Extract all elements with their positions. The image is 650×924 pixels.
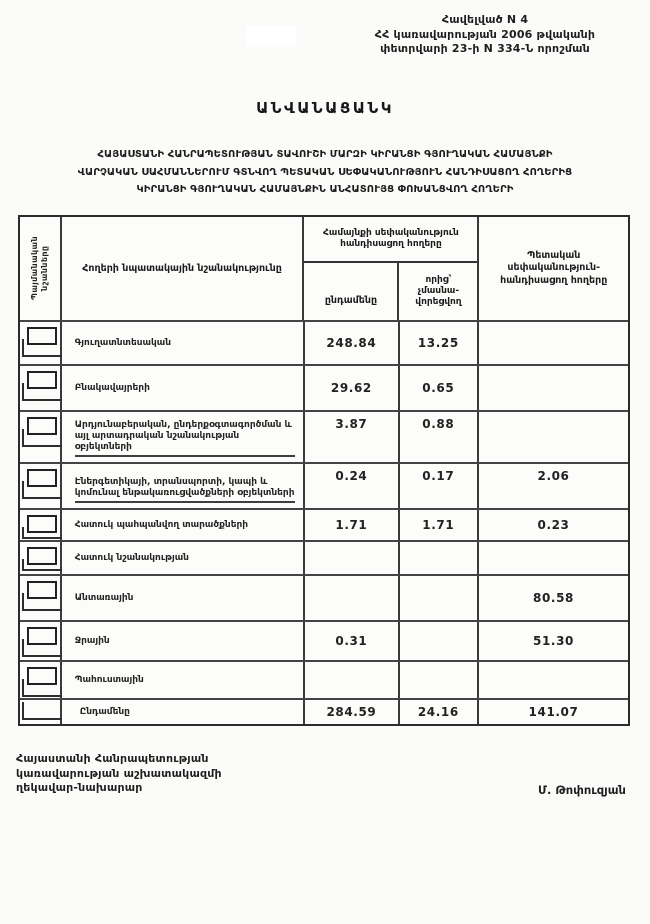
appendix-line: Հավելված N 4 [441, 13, 529, 26]
state-value [479, 366, 628, 410]
community-total-value: 0.24 [305, 464, 399, 508]
of-which-value: 0.65 [400, 366, 479, 410]
signatory-line: Հայաստանի Հանրապետության [16, 752, 209, 765]
legend-cell [20, 622, 62, 660]
signatory-line: կառավարության աշխատակազմի [16, 766, 222, 780]
signatory-line: ղեկավար-նախարար [16, 781, 143, 794]
header-community-group-title: Համայնքի սեփականություն հանդիսացող հողերը [304, 217, 477, 263]
community-total-value [305, 662, 399, 698]
header-community-total: ընդամենը [304, 263, 399, 320]
land-category-label: Ջրային [62, 622, 305, 660]
header-state-lands-label: Պետական սեփականություն հանդիսացող հողերը [500, 249, 608, 286]
signatory-title-block [16, 752, 222, 796]
community-total-value: 3.87 [305, 412, 399, 462]
legend-bracket-icon [22, 639, 62, 657]
legend-cell [20, 576, 62, 620]
community-total-value: 248.84 [305, 322, 399, 364]
of-which-value [400, 542, 479, 574]
land-transfer-table [18, 215, 630, 726]
of-which-value: 0.88 [400, 412, 479, 462]
legend-cell [20, 662, 62, 698]
community-total-value: 29.62 [305, 366, 399, 410]
land-category-label: Գյուղատնտեսական [62, 322, 305, 364]
legend-cell [20, 510, 62, 540]
legend-bracket-icon [22, 429, 62, 447]
header-state-lands [479, 217, 628, 320]
land-category-label: Հատուկ նշանակության [62, 542, 305, 574]
state-value [479, 542, 628, 574]
header-designation: Հողերի նպատակային նշանակությունը [62, 217, 305, 320]
table-row-industrial [20, 410, 628, 462]
document-subtitle [8, 146, 642, 199]
land-category-text: Էներգետիկայի, տրանսպորտի, կապի և կոմունալ ենթակառուցվածքների օբյեկտների [75, 477, 295, 503]
appendix-reference [330, 13, 640, 57]
legend-bracket-icon [22, 339, 62, 357]
of-which-value [400, 622, 479, 660]
table-row-special-purpose [20, 540, 628, 574]
table-row-protected-areas [20, 508, 628, 540]
state-value [479, 662, 628, 698]
of-which-value: 13.25 [400, 322, 479, 364]
community-total-value: 1.71 [305, 510, 399, 540]
state-sum: 141.07 [528, 705, 579, 719]
table-row-total [20, 698, 628, 724]
land-category-label: Պահուստային [62, 662, 305, 698]
community-total-value: 0.31 [305, 622, 399, 660]
table-row-settlements [20, 364, 628, 410]
header-conventional-signs [20, 217, 62, 320]
land-category-label [62, 412, 305, 462]
subtitle-line: ԿԻՐԱՆՑԻ ԳՅՈՒՂԱԿԱՆ ՀԱՄԱՅՆՔԻՆ ԱՆՀԱՏՈՒՅՑ ՓՈԽԱՆՑՎՈՂ ՀՈՂԵՐԻ [136, 184, 514, 195]
subtitle-line: ՀԱՅԱՍՏԱՆԻ ՀԱՆՐԱՊԵՏՈՒԹՅԱՆ ՏԱՎՈՒՇԻ ՄԱՐԶԻ ԿԻՐԱՆՑԻ ԳՅՈՒՂԱԿԱՆ ՀԱՄԱՅՆՔԻ [97, 149, 553, 160]
legend-cell [20, 700, 62, 724]
of-which-value: 0.17 [400, 464, 479, 508]
legend-cell [20, 322, 62, 364]
legend-bracket-icon [22, 481, 62, 499]
state-value: 0.23 [537, 518, 570, 532]
header-community-group [304, 217, 479, 320]
of-which-value: 1.71 [400, 510, 479, 540]
legend-cell [20, 412, 62, 462]
appendix-line: ՀՀ կառավարության 2006 թվականի [374, 27, 596, 41]
legend-bracket-icon [22, 593, 62, 611]
legend-cell [20, 542, 62, 574]
table-row-forest [20, 574, 628, 620]
legend-bracket-icon [22, 679, 62, 697]
appendix-line: փետրվարի 23-ի N 334-Ն որոշման [380, 42, 590, 55]
state-value: 2.06 [537, 469, 570, 483]
legend-cell [20, 366, 62, 410]
community-total-sum: 284.59 [305, 700, 399, 724]
table-row-reserve [20, 660, 628, 698]
land-category-label [62, 464, 305, 508]
table-row-energy-transport [20, 462, 628, 508]
land-category-label: Հատուկ պահպանվող տարածքների [62, 510, 305, 540]
land-category-label: Անտառային [62, 576, 305, 620]
header-of-which [399, 263, 477, 320]
state-value [479, 412, 628, 462]
legend-bracket-icon [22, 383, 62, 401]
of-which-sum: 24.16 [400, 700, 479, 724]
state-value: 80.58 [533, 591, 574, 605]
community-total-value [305, 542, 399, 574]
table-row-water [20, 620, 628, 660]
subtitle-line: ՎԱՐՉԱԿԱՆ ՍԱՀՄԱՆՆԵՐՈՒՄ ԳՏՆՎՈՂ ՊԵՏԱԿԱՆ ՍԵՓԱԿԱՆՈՒԹՅՈՒՆ ՀԱՆԴԻՍԱՑՈՂ ՀՈՂԵՐԻՑ [77, 166, 573, 178]
signature-name: Մ. Թոփուզյան [538, 783, 626, 797]
state-value: 51.30 [533, 634, 574, 648]
of-which-value [400, 662, 479, 698]
legend-bracket-icon [22, 527, 62, 539]
community-total-value [305, 576, 399, 620]
header-signs-label: Պայմանական նշանները [29, 236, 49, 301]
table-row-agricultural [20, 320, 628, 364]
land-category-label: Բնակավայրերի [62, 366, 305, 410]
document-title: ԱՆՎԱՆԱՑԱՆԿ [256, 99, 394, 117]
legend-cell [20, 464, 62, 508]
of-which-value [400, 576, 479, 620]
table-header-row [20, 217, 628, 320]
legend-bracket-icon [22, 702, 62, 720]
land-category-text: Արդյունաբերական, ընդերքօգտագործման և այլ արտադրական նշանակության օբյեկտների [75, 420, 295, 457]
whiteout-patch [246, 26, 296, 47]
state-value [479, 322, 628, 364]
legend-bracket-icon [22, 559, 62, 571]
header-of-which-label: որից՝ չմասնավորեցվող [415, 275, 462, 307]
header-community-subcolumns [304, 263, 477, 320]
total-label: Ընդամենը [62, 700, 306, 724]
